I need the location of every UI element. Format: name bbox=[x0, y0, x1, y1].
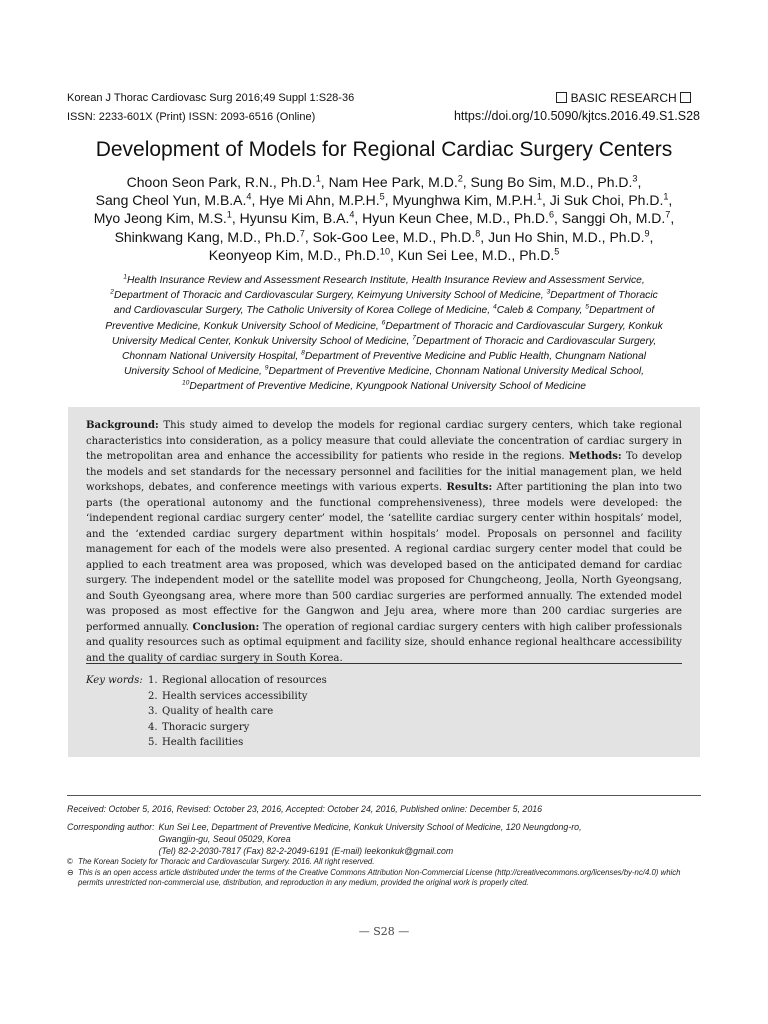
article-title: Development of Models for Regional Cardiac Surgery Centers bbox=[95, 138, 673, 161]
affiliation-line bbox=[60, 379, 708, 394]
footer-divider bbox=[67, 795, 701, 796]
author-name: Myo Jeong Kim, M.S. bbox=[93, 210, 227, 227]
affiliation-text: Department of Thoracic and Cardiovascular Surgery, Keimyung University School of Medicine, bbox=[113, 290, 547, 302]
author-name: , Ji Suk Choi, Ph.D. bbox=[541, 192, 664, 209]
affiliation-line bbox=[60, 349, 708, 364]
affiliation-text: Chonnam National University Hospital, bbox=[121, 351, 302, 363]
section-box-left-icon bbox=[556, 92, 567, 103]
keyword-item bbox=[148, 673, 327, 689]
affil-num: 8 bbox=[301, 349, 305, 357]
affiliation-text: and Cardiovascular Surgery, The Catholic University of Korea College of Medicine, bbox=[113, 305, 493, 317]
affil-ref: 6 bbox=[548, 209, 554, 220]
affiliation-text: Department of Preventive Medicine, Kyungpook National University School of Medicine bbox=[189, 381, 587, 393]
abstract-background: This study aimed to develop the models for regional cardiac surgery centers, which take regional characteristics into consideration, as a policy measure that could alleviate the concentration of cardiac surgery in the metropolitan area and enhance the accessibility for patients who reside in the regions. bbox=[86, 420, 682, 462]
author-name: , Jun Ho Shin, M.D., Ph.D. bbox=[480, 228, 645, 245]
affil-num: 10 bbox=[181, 380, 190, 387]
corr-address: Kun Sei Lee, Department of Preventive Medicine, Konkuk University School of Medicine, 120 Neungdong-ro, bbox=[158, 822, 582, 832]
author-name: Shinkwang Kang, M.D., Ph.D. bbox=[114, 228, 300, 245]
affil-ref: 1 bbox=[226, 209, 232, 220]
affil-ref: 3 bbox=[632, 173, 638, 184]
affil-ref: 5 bbox=[554, 246, 560, 257]
abstract-results: After partitioning the plan into two parts (the operational autonomy and the functional comprehensiveness), three models were developed: the ‘independent regional cardiac surgery center’ model, the ‘satellite cardiac surgery center within hospitals’ model, and the ‘extended cardiac surgery department within hospitals’ model. Proposals on personnel and facility management for each of the models were also presented. A regional cardiac surgery center model that could be applied to each treatment area was proposed, which was developed based on the anticipated demand for cardiac surgery. The independent model or the satellite model was proposed for Chungcheong, Jeolla, North Gyeongsang, and South Gyeongsang area, where more than 500 cardiac surgeries are performed annually. The extended model was proposed as most effective for the Gangwon and Jeju area, where more than 200 cardiac surgeries are performed annually. bbox=[86, 482, 682, 633]
keywords-list bbox=[148, 673, 327, 751]
article-section-label bbox=[556, 91, 691, 105]
keyword-number: 4. bbox=[148, 721, 158, 733]
affiliation-text: Health Insurance Review and Assessment Research Institute, Health Insurance Review and Assessment Service, bbox=[126, 275, 645, 286]
keyword-text: Health facilities bbox=[162, 737, 244, 748]
keyword-text: Regional allocation of resources bbox=[162, 675, 327, 686]
affiliation-line bbox=[60, 288, 708, 303]
author-name: , Sung Bo Sim, M.D., Ph.D. bbox=[462, 174, 633, 190]
affil-ref: 9 bbox=[644, 227, 650, 238]
author-name: , Kun Sei Lee, M.D., Ph.D. bbox=[390, 246, 555, 263]
section-text: BASIC RESEARCH bbox=[570, 91, 677, 105]
affil-num: 9 bbox=[264, 364, 269, 372]
affil-ref: 5 bbox=[379, 191, 385, 202]
affiliation-text: Caleb & Company, bbox=[496, 305, 586, 317]
keyword-number: 5. bbox=[148, 737, 158, 748]
author-name: Sang Cheol Yun, M.B.A. bbox=[95, 192, 247, 209]
author-name: , Sanggi Oh, M.D. bbox=[554, 210, 666, 227]
author-line: Sang Cheol Yun, M.B.A.$^4$, Hye Mi Ahn, M.P.H.$^5$, Myunghwa Kim, M.P.H.$^1$, Ji Suk Choi, Ph.D.$^1$, bbox=[95, 191, 673, 209]
affiliation-text: Department of Preventive Medicine, Chonnam National University Medical School, bbox=[268, 366, 644, 378]
affil-ref: 7 bbox=[665, 209, 671, 220]
affiliation-line bbox=[60, 334, 708, 349]
keyword-text: Quality of health care bbox=[162, 706, 274, 717]
author-name: , Myunghwa Kim, M.P.H. bbox=[384, 192, 537, 209]
open-access-icon: ⊖ bbox=[67, 867, 74, 877]
keyword-number: 3. bbox=[148, 706, 158, 717]
author-list bbox=[60, 173, 708, 264]
received-dates: Received: October 5, 2016, Revised: October 23, 2016, Accepted: October 24, 2016, Published online: December 5, 2016 bbox=[67, 804, 542, 814]
author-name: , Nam Hee Park, M.D. bbox=[320, 174, 458, 190]
issn-line: ISSN: 2233-601X (Print) ISSN: 2093-6516 (Online) bbox=[67, 111, 316, 123]
keywords-label: Key words: bbox=[86, 675, 143, 686]
keyword-item bbox=[148, 720, 327, 736]
abstract-background-label: Background: bbox=[86, 420, 159, 431]
affil-num: 4 bbox=[493, 303, 497, 311]
affiliation-line bbox=[60, 364, 708, 379]
corr-address: Gwangjin-gu, Seoul 05029, Korea bbox=[158, 834, 291, 844]
affil-ref: 2 bbox=[457, 173, 463, 184]
affiliation-text: Department of Thoracic and Cardiovascular Surgery, bbox=[416, 335, 657, 347]
abstract-conclusion-label: Conclusion: bbox=[192, 621, 260, 633]
affiliation-line bbox=[60, 303, 708, 318]
affiliation-text: University Medical Center, Konkuk University School of Medicine, bbox=[111, 335, 413, 347]
author-line: Myo Jeong Kim, M.S.$^1$, Hyunsu Kim, B.A.$^4$, Hyun Keun Chee, M.D., Ph.D.$^6$, Sanggi Oh, M.D.$^7$, bbox=[93, 209, 675, 227]
affil-ref: 4 bbox=[246, 191, 252, 202]
keyword-number: 1. bbox=[148, 675, 158, 686]
author-name: , Sok-Goo Lee, M.D., Ph.D. bbox=[304, 228, 476, 245]
abstract-text bbox=[86, 418, 682, 666]
affiliation-text: Preventive Medicine, Konkuk University School of Medicine, bbox=[105, 320, 382, 332]
affil-ref: 1 bbox=[663, 191, 669, 202]
affiliation-text: University School of Medicine, bbox=[124, 366, 265, 378]
affiliation-text: Department of Preventive Medicine and Public Health, Chungnam National bbox=[304, 351, 646, 363]
affil-ref: 10 bbox=[379, 246, 391, 257]
affil-num: 1 bbox=[123, 273, 127, 281]
affil-num: 5 bbox=[585, 303, 589, 311]
affil-ref: 1 bbox=[315, 173, 321, 184]
corresponding-author bbox=[67, 821, 701, 857]
affiliation-list bbox=[60, 273, 708, 395]
keyword-text: Thoracic surgery bbox=[162, 721, 250, 733]
page-number: — S28 — bbox=[358, 925, 410, 938]
section-box-right-icon bbox=[680, 92, 691, 103]
affiliation-text: Department of bbox=[589, 305, 655, 317]
keyword-item bbox=[148, 704, 327, 720]
affil-ref: 4 bbox=[349, 209, 355, 220]
author-name: , Hyunsu Kim, B.A. bbox=[231, 210, 350, 227]
author-name: Choon Seon Park, R.N., Ph.D. bbox=[126, 174, 316, 190]
abstract-conclusion: The operation of regional cardiac surgery centers with high caliber professionals and quality resources such as optimal equipment and facility size, should enhance regional healthcare accessibility and the quality of cardiac surgery in South Korea. bbox=[86, 621, 682, 664]
affil-ref: 8 bbox=[475, 227, 481, 238]
copyright-block bbox=[67, 857, 701, 889]
copyright-text: The Korean Society for Thoracic and Cardiovascular Surgery. 2016. All right reserved. bbox=[78, 857, 375, 866]
affil-num: 6 bbox=[381, 319, 386, 327]
author-name: Keonyeop Kim, M.D., Ph.D. bbox=[208, 246, 380, 263]
affiliation-line bbox=[60, 319, 708, 334]
journal-citation: Korean J Thorac Cardiovasc Surg 2016;49 Suppl 1:S28-36 bbox=[67, 92, 355, 104]
keyword-number: 2. bbox=[148, 690, 158, 702]
affil-ref: 7 bbox=[299, 227, 305, 238]
license-text: This is an open access article distributed under the terms of the Creative Commons Attribution Non-Commercial License (http://creativecommons.org/licenses/by-nc/4.0) which permits unrestricted non-commercial use, distribution, and reproduction in any medium, provided the original work is properly cited. bbox=[78, 867, 681, 887]
keyword-item bbox=[148, 735, 327, 751]
abstract-methods-label: Methods: bbox=[568, 451, 622, 462]
author-line: Choon Seon Park, R.N., Ph.D.$^1$, Nam Hee Park, M.D.$^2$, Sung Bo Sim, M.D., Ph.D.$^3$, bbox=[126, 173, 642, 190]
author-line bbox=[60, 246, 708, 264]
affil-num: 7 bbox=[412, 334, 416, 342]
keywords-block bbox=[86, 673, 327, 751]
affiliation-text: Department of Thoracic and Cardiovascular Surgery, Konkuk bbox=[385, 320, 663, 332]
author-name: , Hyun Keun Chee, M.D., Ph.D. bbox=[354, 210, 549, 227]
keyword-item bbox=[148, 689, 327, 705]
copyright-icon: © bbox=[67, 857, 73, 866]
affil-num: 3 bbox=[546, 288, 551, 296]
abstract-results-label: Results: bbox=[446, 482, 493, 493]
doi-link[interactable]: https://doi.org/10.5090/kjtcs.2016.49.S1.S28 bbox=[453, 109, 700, 123]
author-line: Shinkwang Kang, M.D., Ph.D.$^7$, Sok-Goo Lee, M.D., Ph.D.$^8$, Jun Ho Shin, M.D., Ph.D.$^9$, bbox=[114, 227, 654, 245]
corr-contact: (Tel) 82-2-2030-7817 (Fax) 82-2-2049-6191 (E-mail) leekonkuk@gmail.com bbox=[158, 846, 454, 856]
author-name: , Hye Mi Ahn, M.P.H. bbox=[251, 192, 380, 209]
affil-ref: 1 bbox=[536, 191, 542, 202]
keywords-divider bbox=[86, 663, 682, 664]
corr-label: Corresponding author: bbox=[67, 822, 155, 832]
keyword-text: Health services accessibility bbox=[162, 690, 308, 702]
affiliation-text: Department of Thoracic bbox=[550, 290, 658, 302]
affiliation-line bbox=[60, 273, 708, 288]
abstract-methods: To develop the models and set standards for the necessary personnel and facilities for the initial management plan, we held workshops, debates, and conference meetings with various experts. bbox=[86, 451, 682, 493]
affil-num: 2 bbox=[110, 288, 114, 296]
